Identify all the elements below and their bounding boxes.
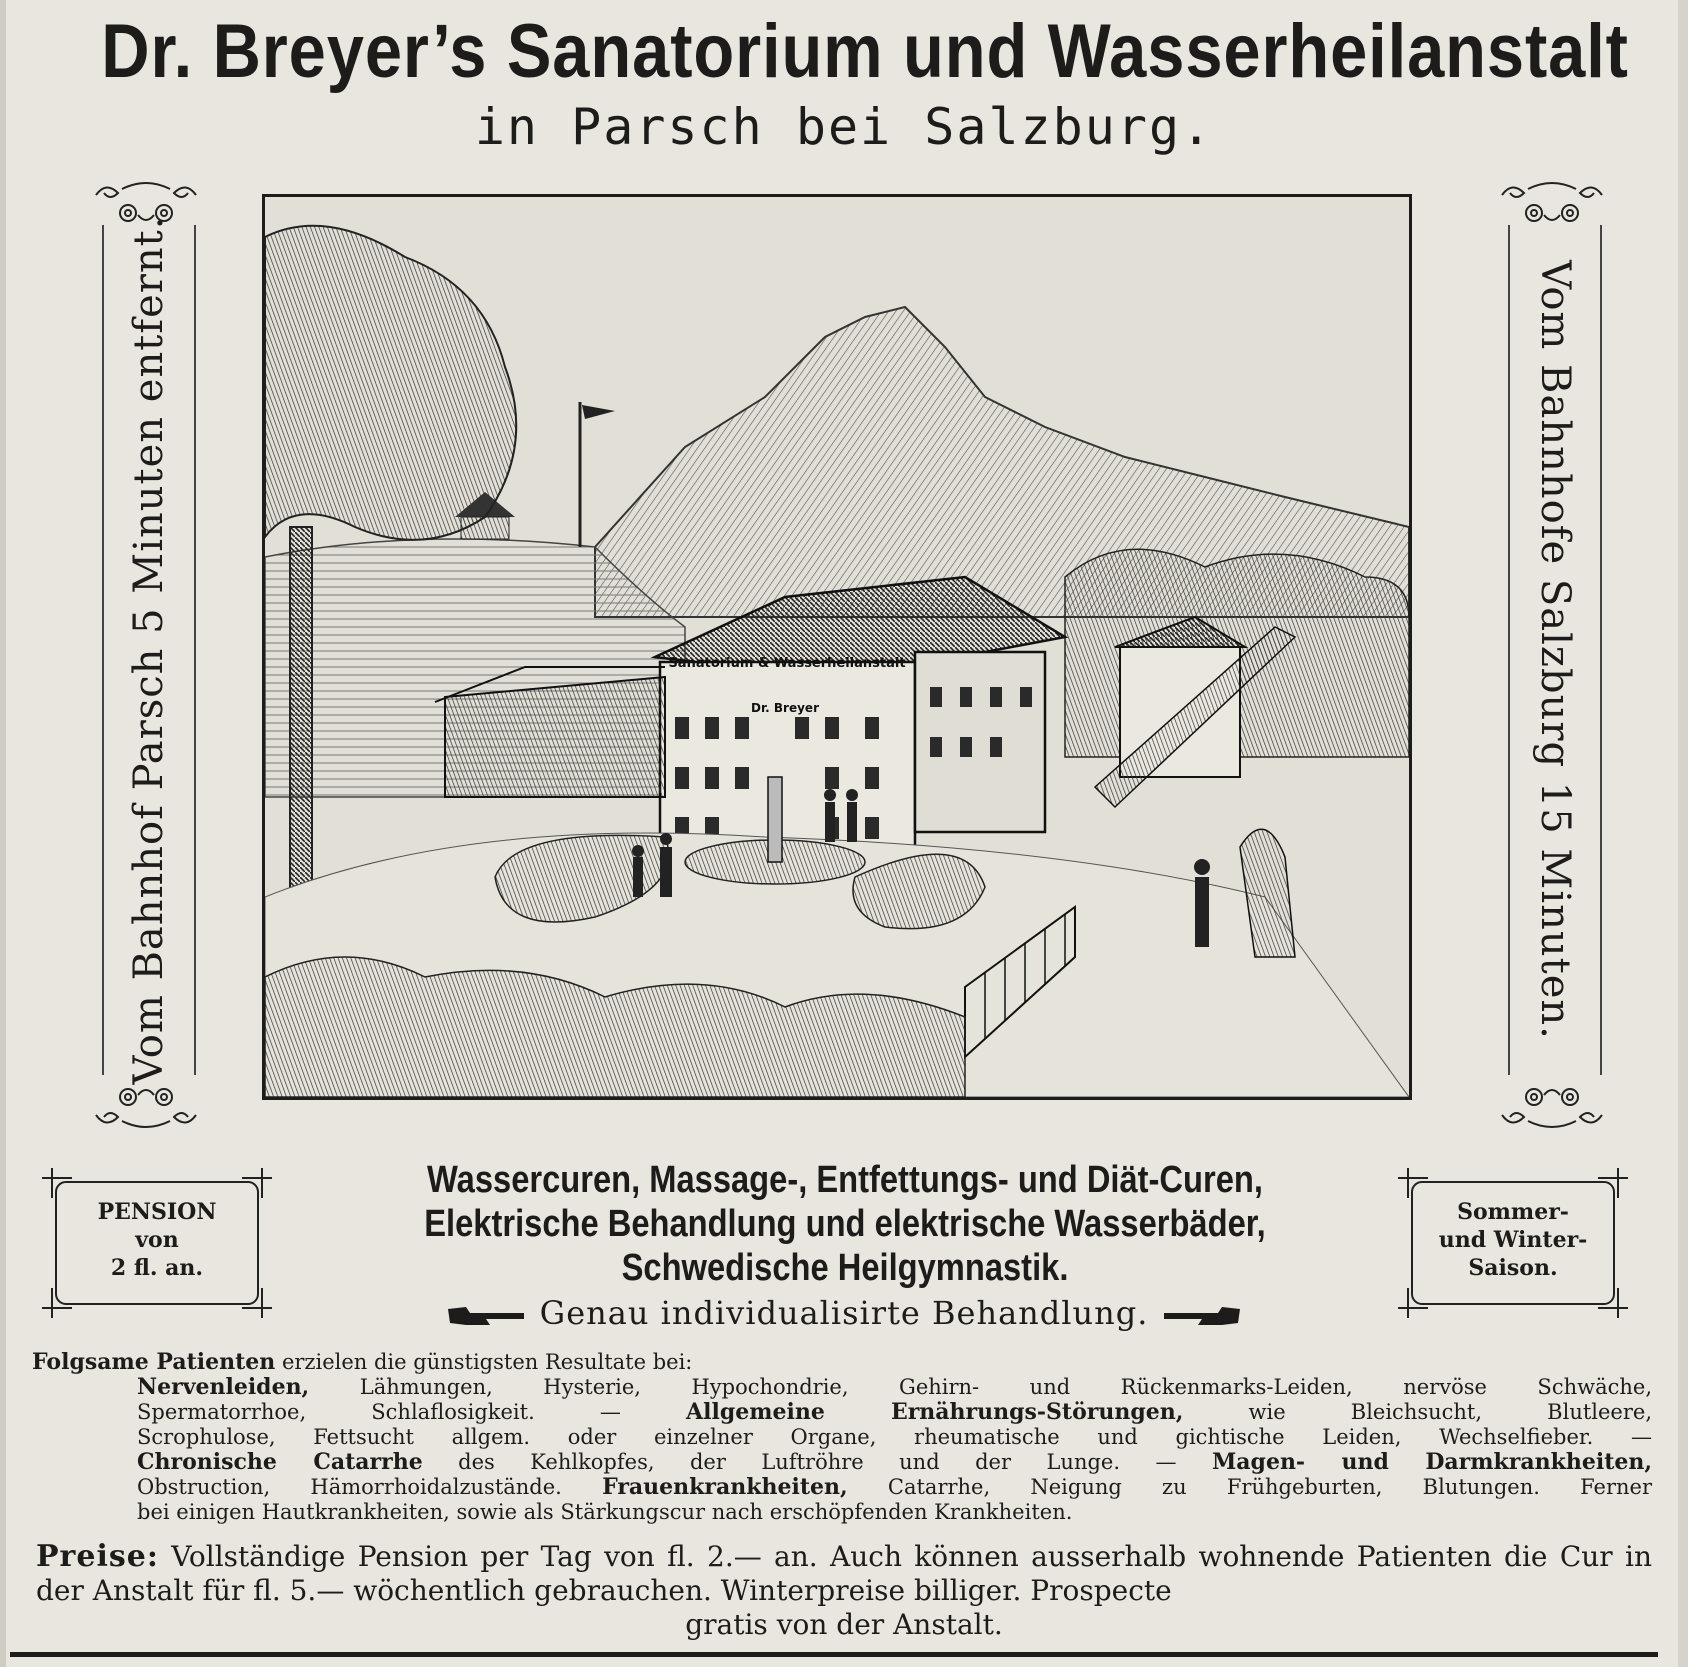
ad-title: Dr. Breyer’s Sanatorium und Wasserheilanstalt — [101, 9, 1629, 94]
tagline — [0, 1294, 1688, 1332]
cures-line-3: Schwedische Heilgymnastik. — [621, 1247, 1069, 1289]
season-line-2: und Winter- — [1438, 1227, 1588, 1253]
patients-paragraph — [32, 1350, 1652, 1525]
pointing-hand-icon — [1162, 1303, 1242, 1329]
cures-line-1: Wassercuren, Massage-, Entfettungs- und Diät-Curen, — [427, 1159, 1263, 1201]
left-side-text: Vom Bahnhof Parsch 5 Minuten entfernt. — [126, 215, 172, 1085]
prices-text: Vollständige Pension per Tag von fl. 2.— an. Auch können ausserhalb wohnende Patienten die Cur in der Anstalt für fl. 5.— wöchentlich gebrauchen. Winterpreise billiger. Prospecte — [36, 1540, 1652, 1607]
tagline-text: Genau individualisirte Behandlung. — [539, 1294, 1149, 1332]
cures-block — [300, 1158, 1390, 1290]
building-sign-main: Sanatorium & Wasserheilanstalt — [668, 656, 906, 671]
cures-line-2: Elektrische Behandlung und elektrische Wasserbäder, — [424, 1203, 1266, 1245]
right-side-text: Vom Bahnhofe Salzburg 15 Minuten. — [1532, 260, 1578, 1040]
pension-von: von — [135, 1227, 179, 1253]
patients-line-4: Chronische Catarrhe des Kehlkopfes, der Luftröhre und der Lunge. — Magen- und Darmkrankheiten, — [137, 1449, 1653, 1475]
prices-paragraph — [36, 1540, 1652, 1642]
right-side-band — [1508, 225, 1602, 1075]
pension-price: 2 fl. an. — [110, 1255, 204, 1281]
left-side-band — [102, 215, 196, 1085]
prices-label: Preise: — [36, 1539, 159, 1574]
pointing-hand-icon — [446, 1303, 526, 1329]
patients-line-2: Spermatorrhoe, Schlaflosigkeit. — Allgemeine Ernährungs-Störungen, wie Bleichsucht, Blutleere, — [137, 1399, 1652, 1425]
scroll-ornament-icon — [86, 1075, 206, 1135]
bottom-rule — [10, 1652, 1658, 1657]
sanatorium-illustration — [262, 194, 1412, 1100]
ad-subtitle: in Parsch bei Salzburg. — [474, 98, 1214, 156]
patients-line-5: Obstruction, Hämorrhoidalzustände. Frauenkrankheiten, Catarrhe, Neigung zu Frühgeburten, Blutungen. Ferner — [137, 1474, 1653, 1500]
patients-line-3: Scrophulose, Fettsucht allgem. oder einzelner Organe, rheumatische und gichtische Leiden, Wechselfieber. — — [137, 1425, 1652, 1449]
scroll-ornament-icon — [1492, 1075, 1612, 1135]
patients-line-1: Nervenleiden, Lähmungen, Hysterie, Hypochondrie, Gehirn- und Rückenmarks-Leiden, nervöse Schwäche, — [137, 1374, 1652, 1400]
page-edge-right — [1678, 0, 1688, 1667]
patients-lead: Folgsame Patienten erzielen die günstigsten Resultate bei: — [32, 1349, 693, 1375]
prices-last-line: gratis von der Anstalt. — [685, 1608, 1003, 1641]
season-line-1: Sommer- — [1457, 1199, 1569, 1225]
patients-line-6: bei einigen Hautkrankheiten, sowie als Stärkungscur nach erschöpfenden Krankheiten. — [137, 1500, 1073, 1524]
season-line-3: Saison. — [1468, 1255, 1558, 1281]
building-sign-name: Dr. Breyer — [751, 701, 819, 715]
pension-label: PENSION — [97, 1199, 217, 1225]
page-edge-left — [0, 0, 6, 1667]
